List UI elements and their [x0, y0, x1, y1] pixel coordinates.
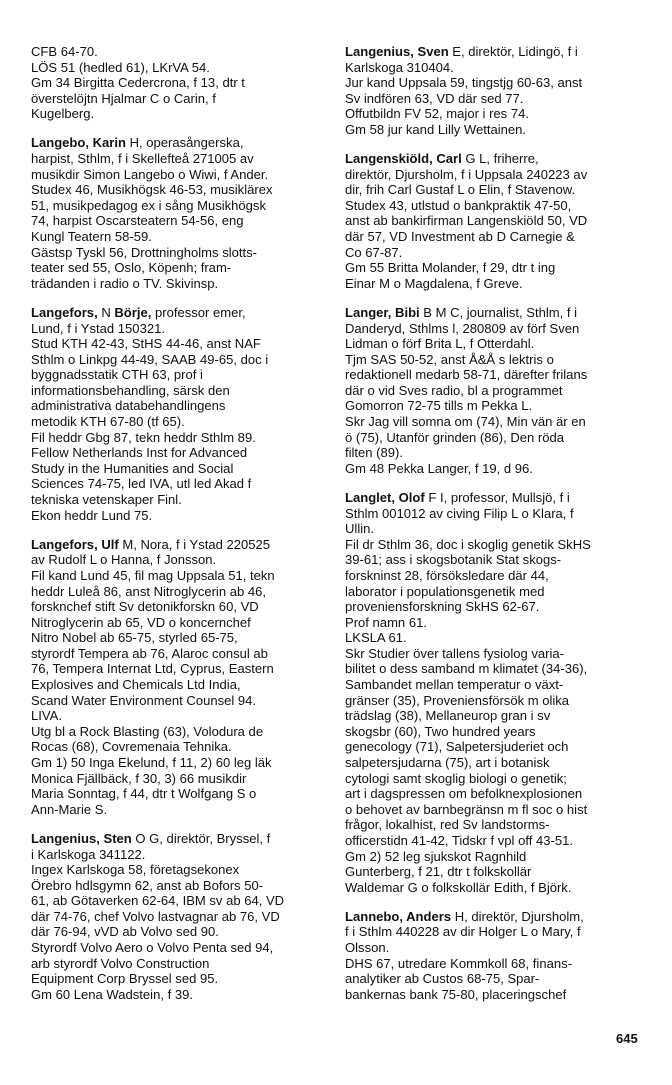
entry-line: styrordf Tempera ab 76, Alaroc consul ab — [31, 645, 268, 661]
entry-line: metodik KTH 67-80 (tf 65). — [31, 414, 185, 430]
entry-line: överstelöjtn Hjalmar C o Carin, f — [31, 90, 216, 106]
entry-langenskiold-carl — [345, 151, 645, 291]
entry-line: 74, harpist Oscarsteatern 54-56, eng — [31, 213, 244, 229]
entry-line: heddr Luleå 86, anst Nitroglycerin ab 46, — [31, 583, 266, 599]
entry-name: Langer, Bibi — [345, 304, 420, 320]
entry-line: bankernas bank 75-80, placeringschef — [345, 986, 567, 1002]
entry-line: Olsson. — [345, 940, 390, 956]
entry-line: Fil dr Sthlm 36, doc i skoglig genetik SkHS — [345, 536, 591, 552]
entry-langefors-borje — [31, 305, 323, 523]
entry-line: skogsbr (60), Two hundred years — [345, 723, 536, 739]
entry-line: Sambandet mellan temperatur o växt- — [345, 677, 564, 693]
entry-line: Gm 1) 50 Inga Ekelund, f 11, 2) 60 leg läk — [31, 755, 272, 771]
entry-line: Explosives and Chemicals Ltd India, — [31, 677, 241, 693]
entry-line: Studex 43, utlstud o bankpraktik 47-50, — [345, 197, 572, 213]
entry-line: redaktionell medarb 58-71, därefter frilans — [345, 367, 588, 383]
entry-line: direktör, Djursholm, f i Uppsala 240223 av — [345, 166, 588, 182]
entry-heading — [345, 44, 645, 60]
entry-langer-bibi — [345, 305, 645, 477]
entry-line: Karlskoga 310404. — [345, 59, 454, 75]
entry-line: Fellow Netherlands Inst for Advanced — [31, 445, 248, 461]
entry-first-line: H, direktör, Djursholm, — [451, 908, 584, 924]
entry-heading — [345, 490, 645, 506]
entry-heading — [31, 135, 323, 151]
entry-line: där 76-94, vVD ab Volvo sed 90. — [31, 924, 219, 940]
entry-line: tekniska vetenskaper Finl. — [31, 492, 182, 508]
entry-line: Prof namn 61. — [345, 614, 427, 630]
entry-line: filten (89). — [345, 445, 404, 461]
entry-name: Langefors, Ulf — [31, 536, 119, 552]
entry-line: Danderyd, Sthlms l, 280809 av förf Sven — [345, 320, 580, 336]
entry-line: byggnadsstatik CTH 63, prof i — [31, 367, 203, 383]
entry-line: LKSLA 61. — [345, 630, 407, 646]
entry-first-line: G L, friherre, — [461, 151, 539, 167]
entry-line: 61, ab Götaverken 62-64, IBM sv ab 64, VD — [31, 893, 285, 909]
entry-line: där 57, VD Investment ab D Carnegie & — [345, 229, 575, 245]
entry-line: musikdir Simon Langebo o Wiwi, f Ander. — [31, 166, 269, 182]
entry-line: Waldemar G o folkskollär Edith, f Björk. — [345, 879, 572, 895]
entry-line: informationsbehandling, särsk den — [31, 382, 230, 398]
entry-line: av Rudolf L o Hanna, f Jonsson. — [31, 552, 217, 568]
entry-line: cytologi samt skoglig biologi o genetik; — [345, 770, 567, 786]
entry-line: Equipment Corp Bryssel sed 95. — [31, 971, 219, 987]
entry-line: där 74-76, chef Volvo lastvagnar ab 76, VD — [31, 908, 280, 924]
entry-line: Gm 34 Birgitta Cedercrona, f 13, dtr t — [31, 75, 245, 91]
entry-line: Sv indfören 63, VD där sed 77. — [345, 90, 524, 106]
entry-heading — [31, 831, 323, 847]
entry-line: Gomorron 72-75 tills m Pekka L. — [345, 398, 533, 414]
entry-lannebo-anders — [345, 909, 645, 1003]
entry-line: laborator i populationsgenetik med — [345, 583, 545, 599]
entry-first-line: O G, direktör, Bryssel, f — [131, 830, 271, 846]
entry-line: 51, musikpedagog ex i sång Musikhögsk — [31, 197, 266, 213]
left-column — [31, 44, 323, 1016]
entry-heading — [31, 537, 323, 553]
entry-line: Gm 60 Lena Wadstein, f 39. — [31, 986, 193, 1002]
entry-line: 39-61; ass i skogsbotanik Stat skogs- — [345, 552, 562, 568]
entry-line: Ann-Marie S. — [31, 801, 108, 817]
entry-line: teater sed 55, Oslo, Köpenh; fram- — [31, 260, 232, 276]
entry-line: trädslag (38), Mellaneurop gran i sv — [345, 708, 551, 724]
entry-line: Maria Sonntag, f 44, dtr t Wolfgang S o — [31, 786, 257, 802]
entry-line: Lidman o förf Brita L, f Otterdahl. — [345, 336, 535, 352]
entry-line: Ingex Karlskoga 58, företagsekonex — [31, 862, 240, 878]
entry-line: ö (75), Utanför grinden (86), Den röda — [345, 429, 565, 445]
entry-line: i Karlskoga 341122. — [31, 846, 146, 862]
entry-line: art i dagspressen om befolknexplosionen — [345, 786, 583, 802]
entry-line: forskninst 28, försöksledare där 44, — [345, 567, 549, 583]
entry-line: Scand Water Environment Counsel 94. — [31, 692, 257, 708]
entry-line: Tjm SAS 50-52, anst Å&Å s lektris o — [345, 351, 554, 367]
entry-line: Fil heddr Gbg 87, tekn heddr Sthlm 89. — [31, 429, 256, 445]
entry-line: forsknchef stift Sv detonikforskn 60, VD — [31, 599, 259, 615]
entry-line: Nitroglycerin ab 65, VD o koncernchef — [31, 614, 251, 630]
entry-line: Kugelberg. — [31, 106, 95, 122]
entry-line: frågor, lokalhist, red Sv landstorms- — [345, 817, 550, 833]
entry-heading — [31, 305, 323, 321]
entry-line: Styrordf Volvo Aero o Volvo Penta sed 94, — [31, 940, 274, 956]
entry-continued — [31, 44, 323, 122]
entry-line: Offutbildn FV 52, major i res 74. — [345, 106, 529, 122]
entry-langlet-olof — [345, 490, 645, 895]
entry-first-line: M, Nora, f i Ystad 220525 — [118, 536, 271, 552]
entry-line: LIVA. — [31, 708, 62, 724]
entry-line: Kungl Teatern 58-59. — [31, 229, 152, 245]
entry-first-line: B M C, journalist, Sthlm, f i — [419, 304, 577, 320]
entry-line: Monica Fjällbäck, f 30, 3) 66 musikdir — [31, 770, 247, 786]
page-number: 645 — [616, 1031, 638, 1046]
entry-line: genecology (71), Salpetersjuderiet och — [345, 739, 569, 755]
entry-line: o behovet av barnbegränsn m fl soc o hist — [345, 801, 588, 817]
entry-first-line: E, direktör, Lidingö, f i — [448, 44, 578, 59]
entry-line: LÖS 51 (hedled 61), LKrVA 54. — [31, 59, 210, 75]
entry-line: harpist, Sthlm, f i Skellefteå 271005 av — [31, 151, 254, 167]
entry-line: Einar M o Magdalena, f Greve. — [345, 275, 523, 291]
entry-name: Langenius, Sten — [31, 830, 132, 846]
entry-line: 76, Tempera Internat Ltd, Cyprus, Eastern — [31, 661, 274, 677]
entry-line: Ullin. — [345, 521, 374, 537]
entry-line: Lund, f i Ystad 150321. — [31, 320, 165, 336]
entry-line: Jur kand Uppsala 59, tingstjg 60-63, anst — [345, 75, 583, 91]
entry-line: dir, frih Carl Gustaf L o Elin, f Stavenow. — [345, 182, 576, 198]
entry-first-line-rest: professor emer, — [151, 304, 246, 320]
entry-line: Gunterberg, f 21, dtr t folkskollär — [345, 864, 532, 880]
entry-first-line: N — [97, 304, 115, 320]
entry-line: Gm 48 Pekka Langer, f 19, d 96. — [345, 460, 533, 476]
entry-langebo-karin — [31, 135, 323, 291]
entry-line: Gm 55 Britta Molander, f 29, dtr t ing — [345, 260, 556, 276]
entry-line: Sciences 74-75, led IVA, utl led Akad f — [31, 476, 252, 492]
entry-langenius-sten — [31, 831, 323, 1003]
entry-line: Fil kand Lund 45, fil mag Uppsala 51, tekn — [31, 567, 275, 583]
entry-line: Skr Jag vill somna om (74), Min vän är en — [345, 414, 586, 430]
entry-langefors-ulf — [31, 537, 323, 818]
entry-first-line: F I, professor, Mullsjö, f i — [424, 489, 570, 505]
right-column — [345, 44, 645, 1016]
entry-line: proveniensforskning SkHS 62-67. — [345, 599, 540, 615]
entry-line: Skr Studier över tallens fysiolog varia- — [345, 645, 564, 661]
entry-line: Nitro Nobel ab 65-75, styrled 65-75, — [31, 630, 238, 646]
entry-line: analytiker ab Custos 68-75, Spar- — [345, 971, 540, 987]
entry-name: Langlet, Olof — [345, 489, 425, 505]
entry-heading — [345, 151, 645, 167]
entry-line: arb styrordf Volvo Construction — [31, 955, 210, 971]
entry-langenius-sven — [345, 44, 645, 138]
entry-heading — [345, 909, 645, 925]
entry-name: Langebo, Karin — [31, 135, 126, 151]
entry-line: officerstidn 41-42, Tidskr f vpl off 43-51. — [345, 833, 573, 848]
entry-name: Langenius, Sven — [345, 44, 449, 59]
entry-line: Örebro hdlsgymn 62, anst ab Bofors 50- — [31, 877, 264, 893]
entry-line: Gm 2) 52 leg sjukskot Ragnhild — [345, 848, 527, 864]
entry-line: DHS 67, utredare Kommkoll 68, finans- — [345, 955, 572, 971]
entry-name: Langenskiöld, Carl — [345, 151, 462, 167]
entry-line: salpetersjudarna (75), art i botanisk — [345, 755, 550, 771]
entry-line: gränser (35), Proveniensförsök m olika — [345, 692, 570, 708]
entry-line: CFB 64-70. — [31, 44, 98, 59]
entry-line: där o vid Sves radio, bl a programmet — [345, 382, 563, 398]
entry-given-name: Börje, — [114, 304, 152, 320]
entry-line: Sthlm 001012 av civing Filip L o Klara, f — [345, 505, 574, 521]
entry-line: administrativa databehandlingens — [31, 398, 226, 414]
entry-first-line: H, operasångerska, — [125, 135, 244, 151]
entry-line: Utg bl a Rock Blasting (63), Volodura de — [31, 723, 264, 739]
entry-heading — [345, 305, 645, 321]
entry-line: trädanden i radio o TV. Skivinsp. — [31, 275, 219, 291]
entry-line: Study in the Humanities and Social — [31, 460, 234, 476]
entry-line: Ekon heddr Lund 75. — [31, 507, 153, 523]
entry-line: Studex 46, Musikhögsk 46-53, musiklärex — [31, 182, 273, 198]
entry-line: Rocas (68), Covremenaia Tehnika. — [31, 739, 232, 755]
entry-name: Langefors, — [31, 304, 98, 320]
entry-line: Co 67-87. — [345, 244, 403, 260]
entry-line: f i Sthlm 440228 av dir Holger L o Mary, f — [345, 924, 581, 940]
entry-line: Sthlm o Linkpg 44-49, SAAB 49-65, doc i — [31, 351, 269, 367]
entry-line: Stud KTH 42-43, StHS 44-46, anst NAF — [31, 336, 261, 352]
entry-line: Gm 58 jur kand Lilly Wettainen. — [345, 121, 527, 137]
entry-line: anst ab bankirfirman Langenskiöld 50, VD — [345, 213, 588, 229]
entry-line: bilitet o dess samband m klimatet (34-36), — [345, 661, 588, 677]
entry-name: Lannebo, Anders — [345, 908, 452, 924]
entry-line: Gästsp Tyskl 56, Drottningholms slotts- — [31, 244, 257, 260]
